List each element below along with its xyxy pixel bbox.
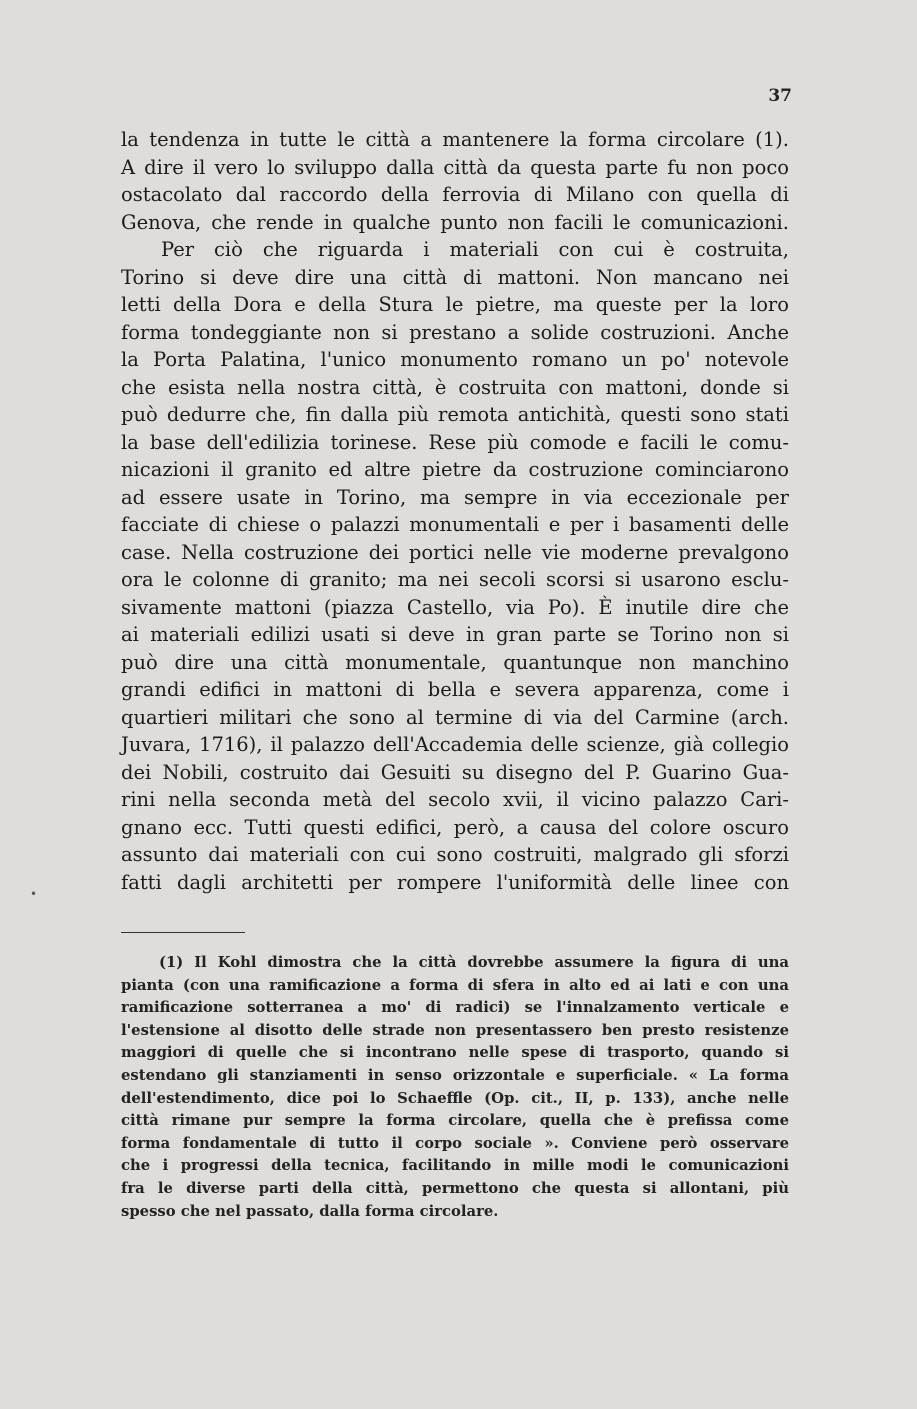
footnote-line: (1) Il Kohl dimostra che la città dovrebbe assumere la figura di una xyxy=(159,954,789,971)
text-line: fatti dagli architetti per rompere l'uniformità delle linee con xyxy=(121,870,789,894)
text-line: gnano ecc. Tutti questi edifici, però, a causa del colore oscuro xyxy=(121,815,789,839)
footnote-line: città rimane pur sempre la forma circolare, quella che è prefissa come xyxy=(121,1112,789,1130)
text-line: quartieri militari che sono al termine di via del Carmine (arch. xyxy=(121,705,789,729)
text-line: Per ciò che riguarda i materiali con cui è costruita, xyxy=(161,238,789,261)
text-line: ora le colonne di granito; ma nei secoli scorsi si usarono esclu- xyxy=(121,568,789,591)
text-line: case. Nella costruzione dei portici nelle vie moderne prevalgono xyxy=(121,540,789,564)
text-line: Torino si deve dire una città di mattoni. Non mancano nei xyxy=(121,265,789,289)
footnote-line: maggiori di quelle che si incontrano nelle spese di trasporto, quando si xyxy=(121,1044,789,1062)
margin-mark: • xyxy=(30,887,38,901)
footnote-line: l'estensione al disotto delle strade non presentassero ben presto resistenze xyxy=(121,1021,789,1039)
footnote-line: ramificazione sotterranea a mo' di radici) se l'innalzamento verticale e xyxy=(121,999,789,1017)
footnote-line: che i progressi della tecnica, facilitando in mille modi le comunicazioni xyxy=(121,1157,789,1175)
footnote-line: dell'estendimento, dice poi lo Schaeffle (Op. cit., II, p. 133), anche nelle xyxy=(121,1089,789,1107)
text-line: sivamente mattoni (piazza Castello, via Po). È inutile dire che xyxy=(121,595,789,619)
footnote-line: spesso che nel passato, dalla forma circolare. xyxy=(121,1202,499,1220)
footnote-line: forma fondamentale di tutto il corpo sociale ». Conviene però osservare xyxy=(121,1134,789,1152)
text-line: dei Nobili, costruito dai Gesuiti su disegno del P. Guarino Gua- xyxy=(121,760,789,784)
text-line: ad essere usate in Torino, ma sempre in via eccezionale per xyxy=(121,485,789,509)
text-line: ai materiali edilizi usati si deve in gran parte se Torino non si xyxy=(121,623,789,646)
text-line: facciate di chiese o palazzi monumentali e per i basamenti delle xyxy=(121,513,789,536)
text-line: Genova, che rende in qualche punto non facili le comunicazioni. xyxy=(121,210,789,234)
text-line: ostacolato dal raccordo della ferrovia di Milano con quella di xyxy=(121,183,789,206)
footnote-line: fra le diverse parti della città, permettono che questa si allontani, più xyxy=(121,1179,789,1197)
text-line: forma tondeggiante non si prestano a solide costruzioni. Anche xyxy=(121,320,789,344)
text-line: letti della Dora e della Stura le pietre, ma queste per la loro xyxy=(121,293,789,316)
footnote-line: pianta (con una ramificazione a forma di sfera in alto ed ai lati e con una xyxy=(121,976,789,994)
text-line: A dire il vero lo sviluppo dalla città da questa parte fu non poco xyxy=(121,155,789,179)
main-text xyxy=(121,126,789,896)
text-line: rini nella seconda metà del secolo xvii, il vicino palazzo Cari- xyxy=(121,788,789,811)
text-line: grandi edifici in mattoni di bella e severa apparenza, come i xyxy=(121,678,789,701)
text-line: può dedurre che, fin dalla più remota antichità, questi sono stati xyxy=(121,403,789,426)
text-line: la Porta Palatina, l'unico monumento romano un po' notevole xyxy=(121,348,789,371)
text-line: assunto dai materiali con cui sono costruiti, malgrado gli sforzi xyxy=(121,843,789,866)
text-line: la base dell'edilizia torinese. Rese più comode e facili le comu- xyxy=(121,430,789,454)
page-number: 37 xyxy=(768,86,792,106)
text-line: nicazioni il granito ed altre pietre da costruzione cominciarono xyxy=(121,458,789,481)
text-line: la tendenza in tutte le città a mantenere la forma circolare (1). xyxy=(121,128,789,151)
text-line: che esista nella nostra città, è costruita con mattoni, donde si xyxy=(121,375,789,399)
text-line: può dire una città monumentale, quantunque non manchino xyxy=(121,650,789,674)
footnote-divider xyxy=(121,932,245,933)
footnote xyxy=(121,952,789,1223)
footnote-line: estendano gli stanziamenti in senso orizzontale e superficiale. « La forma xyxy=(121,1066,789,1084)
text-line: Juvara, 1716), il palazzo dell'Accademia delle scienze, già collegio xyxy=(121,733,789,756)
